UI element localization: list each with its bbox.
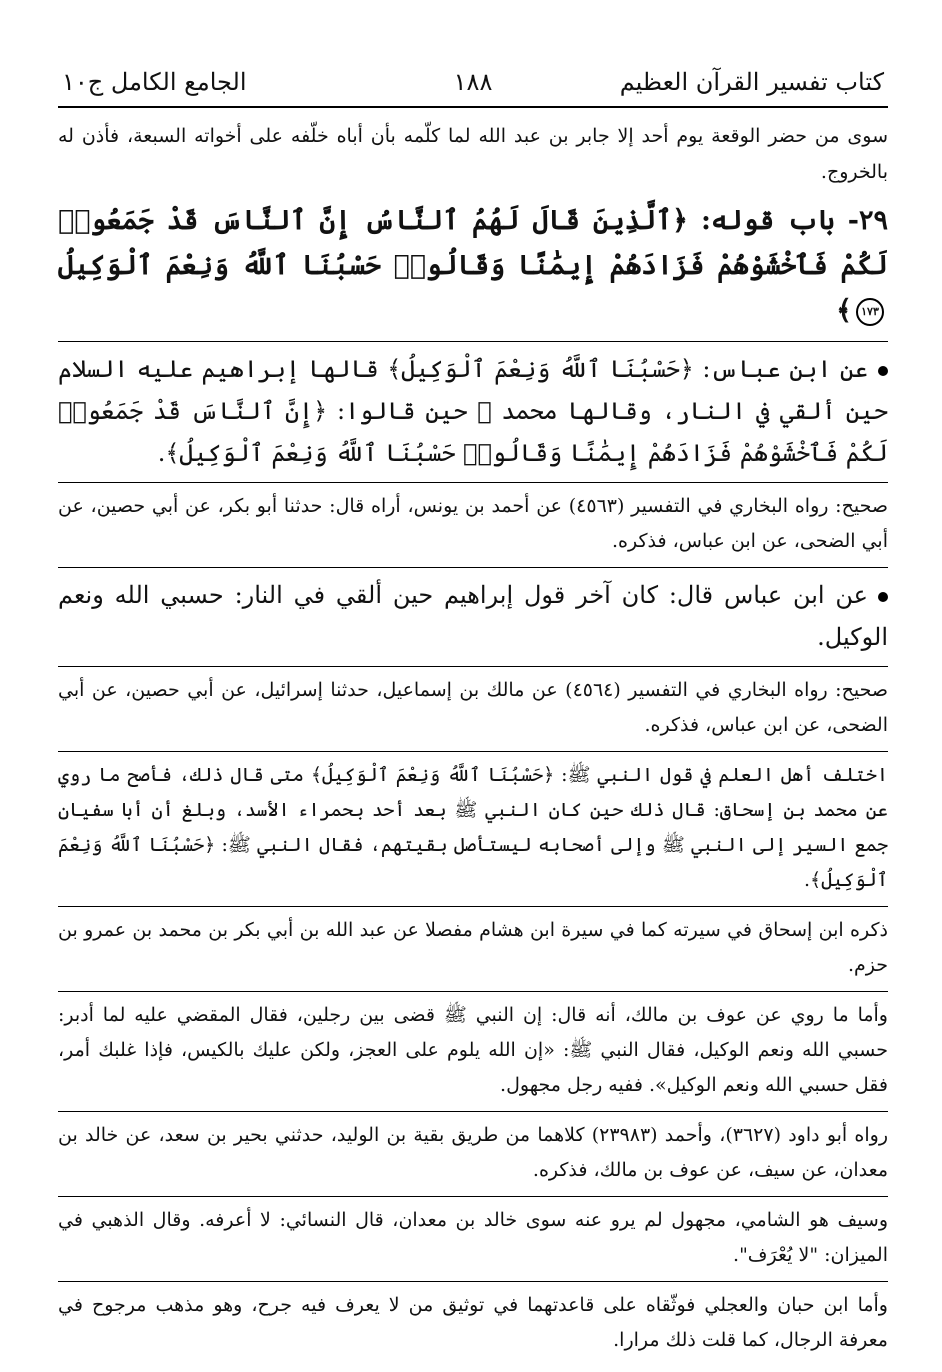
commentary-divider — [58, 751, 888, 752]
hadith-2 — [58, 574, 888, 658]
commentary-paragraph: وسيف هو الشامي، مجهول لم يرو عنه سوى خالد بن معدان، قال النسائي: لا أعرفه. وقال الذهبي في الميزان: "لا يُعْرَف". — [58, 1209, 888, 1266]
commentary-divider — [58, 906, 888, 907]
page — [58, 60, 888, 1350]
running-header — [58, 60, 888, 104]
commentary-divider — [58, 1111, 888, 1112]
book-title: كتاب تفسير القرآن العظيم — [619, 68, 884, 96]
verse-close-bracket: ﴾ — [836, 295, 852, 326]
chapter-label: ٢٩- باب قوله: — [700, 205, 888, 236]
chapter-verse: ﴿ٱلَّذِينَ قَالَ لَهُمُ ٱلنَّاسُ إِنَّ ٱلنَّاسَ قَدْ جَمَعُوا۟ لَكُمْ فَٱخْشَوْهُمْ فَزَادَهُمْ إِيمَٰنًا وَقَالُوا۟ حَسْبُنَا ٱللَّهُ وَنِعْمَ ٱلْوَكِيلُ — [58, 205, 888, 281]
hadith-2-text: عن ابن عباس قال: كان آخر قول إبراهيم حين ألقي في النار: حسبي الله ونعم الوكيل. — [58, 581, 888, 651]
commentary-paragraph: رواه أبو داود (٣٦٢٧)، وأحمد (٢٣٩٨٣) كلاهما من طريق بقية بن الوليد، حدثني بحير بن سعد، عن خالد بن معدان، عن سيف، عن عوف بن مالك، فذكره. — [58, 1124, 889, 1181]
page-number: ١٨٨ — [453, 68, 493, 96]
hadith-1 — [58, 348, 888, 474]
hadith-2-takhrij: صحيح: رواه البخاري في التفسير (٤٥٦٤) عن مالك بن إسماعيل، حدثنا إسرائيل، عن أبي حصين، عن أبي الضحى، عن ابن عباس، فذكره. — [58, 679, 888, 736]
collection-title: الجامع الكامل ج١٠ — [62, 68, 247, 96]
bullet-icon — [878, 366, 888, 376]
verse-number-marker: ١٧٣ — [856, 298, 884, 326]
hadith-1-takhrij: صحيح: رواه البخاري في التفسير (٤٥٦٣) عن أحمد بن يونس، أراه قال: حدثنا أبو بكر، عن أبي حصين، عن أبي الضحى، عن ابن عباس، فذكره. — [58, 495, 888, 552]
commentary-divider — [58, 991, 888, 992]
header-rule — [58, 106, 888, 108]
hadith-1-text: عن ابن عباس: ﴿حَسْبُنَا ٱللَّهُ وَنِعْمَ ٱلْوَكِيلُ﴾ قالها إبراهيم عليه السلام حين ألقي في النار، وقالها محمد ﷺ حين قالوا: ﴿إِنَّ ٱلنَّاسَ قَدْ جَمَعُوا۟ لَكُمْ فَٱخْشَوْهُمْ فَزَادَهُمْ إِيمَٰنًا وَقَالُوا۟ حَسْبُنَا ٱللَّهُ وَنِعْمَ ٱلْوَكِيلُ﴾. — [58, 355, 888, 467]
commentary-paragraph: ذكره ابن إسحاق في سيرته كما في سيرة ابن هشام مفصلا عن عبد الله بن أبي بكر بن محمد بن عمرو بن حزم. — [58, 919, 888, 976]
section-divider — [58, 341, 888, 342]
commentary-divider — [58, 1196, 888, 1197]
hadith-divider — [58, 666, 888, 667]
bullet-icon — [878, 592, 888, 602]
commentary-paragraph: وأما ما روي عن عوف بن مالك، أنه قال: إن النبي ﷺ قضى بين رجلين، فقال المقضي عليه لما أدبر: حسبي الله ونعم الوكيل، فقال النبي ﷺ: «إن الله يلوم على العجز، ولكن عليك بالكيس، فإذا غلبك أمر، فقل حسبي الله ونعم الوكيل». ففيه رجل مجهول. — [58, 1004, 888, 1096]
hadith-divider — [58, 567, 888, 568]
commentary-divider — [58, 1281, 888, 1282]
intro-paragraph: سوى من حضر الوقعة يوم أحد إلا جابر بن عبد الله لما كلّمه بأن أباه خلّفه على أخواته السبعة، فأذن له بالخروج. — [58, 125, 888, 183]
commentary-paragraph: اختلف أهل العلم في قول النبي ﷺ: ﴿حَسْبُنَا ٱللَّهُ وَنِعْمَ ٱلْوَكِيلُ﴾ متى قال ذلك، فأصح ما روي عن محمد بن إسحاق: قال ذلك حين كان النبي ﷺ بعد أحد بحمراء الأسد، وبلغ أن أبا سفيان جمع السير إلى النبي ﷺ وإلى أصحابه ليستأصل بقيتهم، فقال النبي ﷺ: ﴿حَسْبُنَا ٱللَّهُ وَنِعْمَ ٱلْوَكِيلُ﴾. — [58, 764, 888, 891]
hadith-divider — [58, 482, 888, 483]
commentary-paragraph: وأما ابن حبان والعجلي فوثّقاه على قاعدتهما في توثيق من لا يعرف فيه جرح، وهو مذهب مرجوح في معرفة الرجال، كما قلت ذلك مرارا. — [58, 1294, 888, 1351]
chapter-heading — [58, 198, 888, 333]
